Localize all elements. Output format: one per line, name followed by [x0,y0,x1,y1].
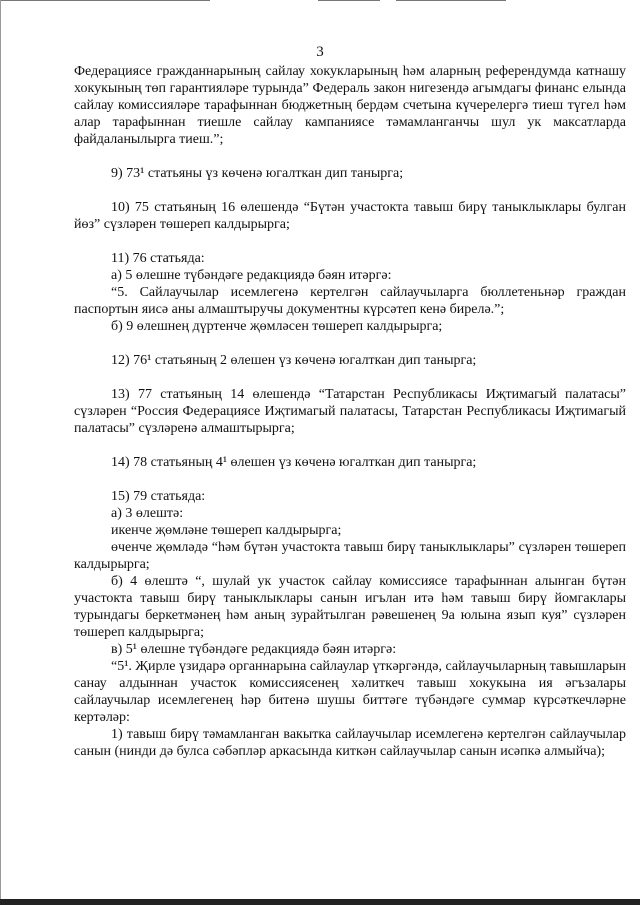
scan-bottom-edge [0,899,640,905]
scan-top-edge [0,0,640,3]
item-11-b: б) 9 өлешнең дүртенче җөмләсен төшереп калдырырга; [111,319,443,334]
scan-line [318,0,380,1]
item-11-quote: “5. Сайлаучылар исемлегенә кертелгән сайлаучыларга бюллетеньнәр граждан паспортын яисә аны алмаштыручы документны күрсәтеп кенә бирелә.”; [74,285,626,317]
item-11-heading: 11) 76 статьяда: [111,251,205,266]
item-15-v-1: 1) тавыш бирү тәмамланган вакытка сайлаучылар исемлегенә кертелгән сайлаучылар санын (нинди дә булса сәбәпләр аркасында киткән сайлаучылар санын исәпкә алмыйча); [74,727,626,759]
item-15-v-quote: “5¹. Җирле үзидарә органнарына сайлаулар үткәргәндә, сайлаучыларның тавышларын санау алдыннан участок комиссиясенең хәлиткеч тавыш хокукына ия әгъзалары сайлаучылар исемлегенең һәр битенә шушы биттәге түбәндәге суммар күрсәткечләрне кертәләр: [74,659,626,725]
item-15-b: б) 4 өлештә “, шулай ук участок сайлау комиссиясе тарафыннан алынган бүтән участокта тавыш бирү таныклыклары санын игълан итә һәм тавыш бирү йомгаклары турындагы беркетмәнең һәм аның зурайтылган рәвешенең 9а юлына язып куя” сүзләрен төшереп калдырырга; [74,574,626,640]
page-number: 3 [316,44,324,60]
item-15-a-2: өченче җөмләдә “һәм бүтән участокта тавыш бирү таныклыклары” сүзләрен төшереп калдырырга; [74,540,626,572]
item-15-v: в) 5¹ өлешне түбәндәге редакциядә бәян итәргә: [111,642,397,657]
item-9: 9) 73¹ статьяны үз көченә югалткан дип танырга; [111,166,404,181]
item-10: 10) 75 статьяның 16 өлешендә “Бүтән участокта тавыш бирү таныклыклары булган йөз” сүзләрен төшереп калдырырга; [74,200,626,232]
scan-line [396,0,506,1]
scan-line [0,0,210,1]
item-14: 14) 78 статьяның 4¹ өлешен үз көченә югалткан дип танырга; [111,455,477,470]
item-11-a: а) 5 өлешне түбәндәге редакциядә бәян итәргә: [111,268,392,283]
scan-left-edge [0,0,1,899]
continuation-paragraph: Федерациясе гражданнарының сайлау хокукларының һәм аларның референдумда катнашу хокукының төп гарантияләре турында” Федераль закон нигезендә агымдагы финанс елында сайлау комиссияләре тарафыннан бюджетның бердәм счетына күчерелергә тиеш түгел һәм алар тарафыннан тиешле сайлау кампаниясе тәмамланганчы шул ук максатларда файдаланылырга тиеш.”; [74,64,626,147]
item-15-heading: 15) 79 статьяда: [111,489,206,504]
item-15-a: а) 3 өлештә: [111,506,184,521]
document-body [74,63,626,760]
item-15-a-1: икенче җөмләне төшереп калдырырга; [111,523,342,538]
item-12: 12) 76¹ статьяның 2 өлешен үз көченә югалткан дип танырга; [111,353,477,368]
item-13: 13) 77 статьяның 14 өлешендә “Татарстан Республикасы Иҗтимагый палатасы” сүзләрен “Россия Федерациясе Иҗтимагый палатасы, Татарстан Республикасы Иҗтимагый палатасы” сүзләренә алмаштырырга; [74,387,626,436]
